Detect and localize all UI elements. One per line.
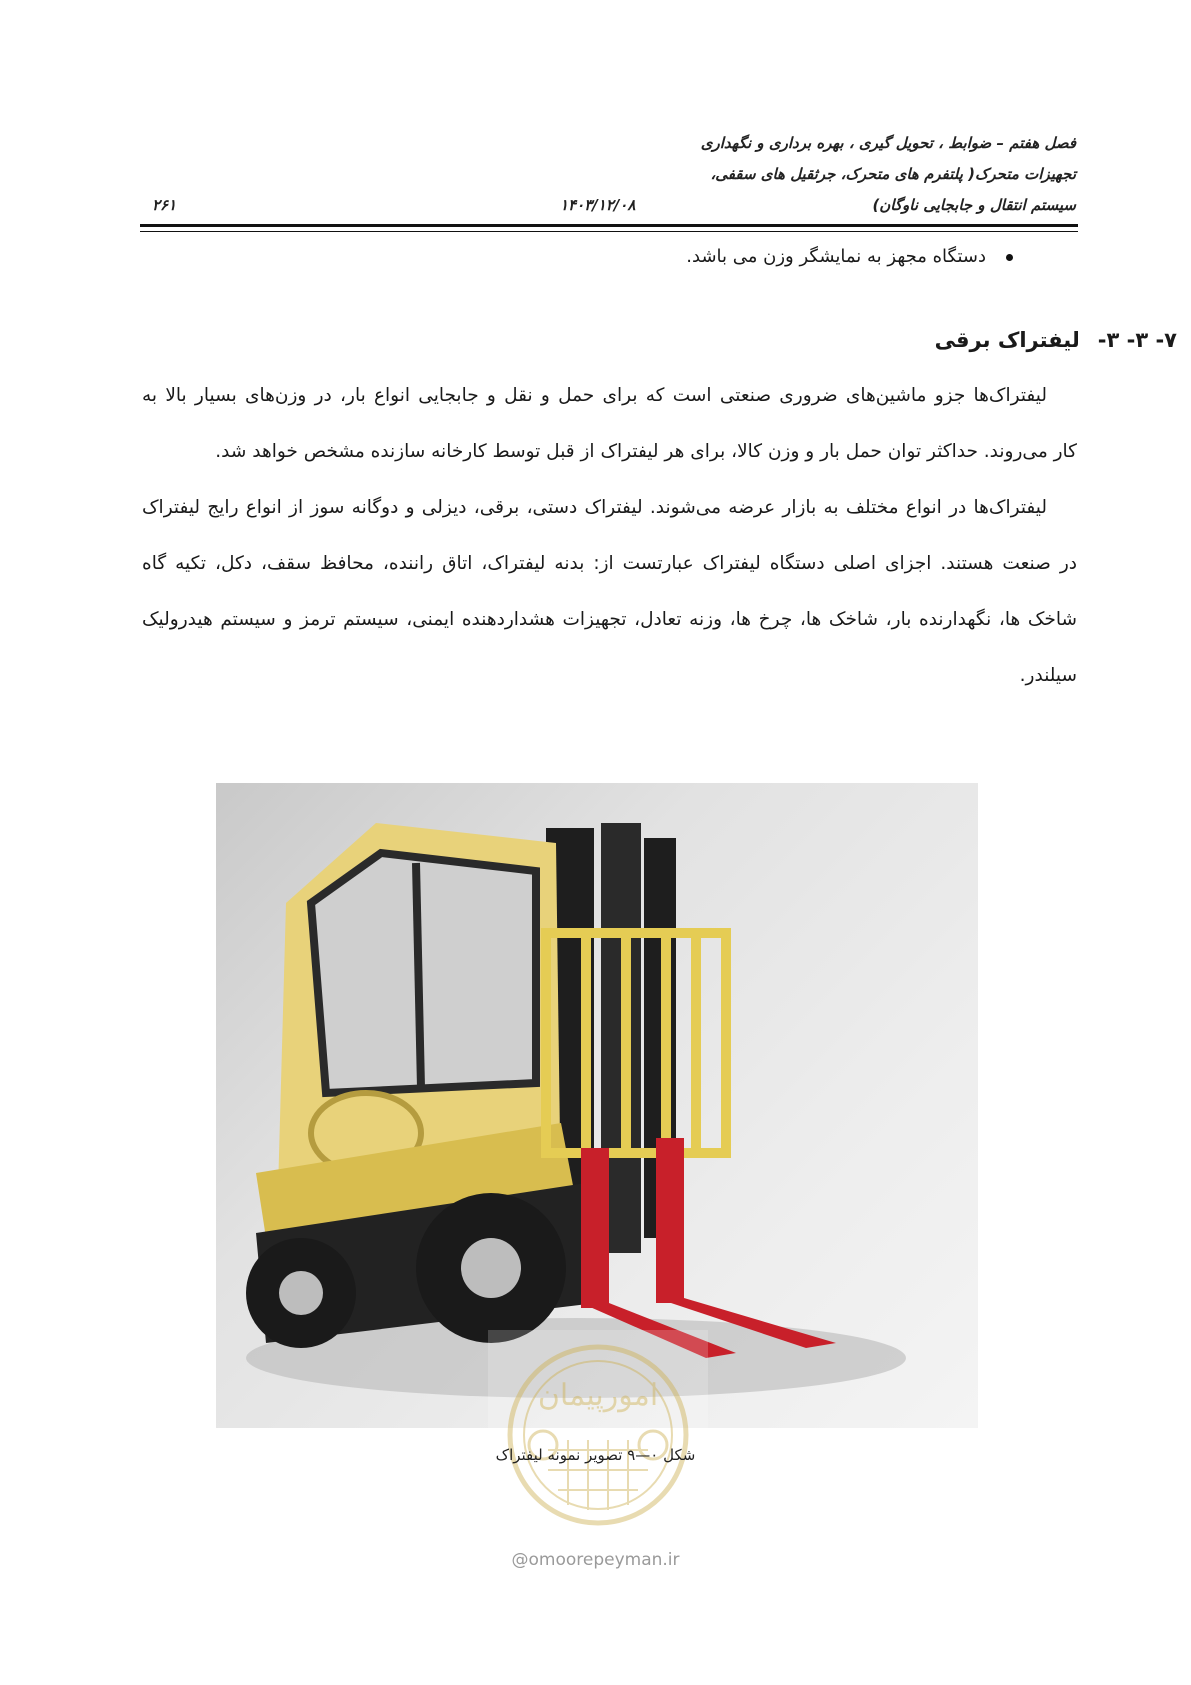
at-icon: @ — [511, 1550, 529, 1570]
section-title: لیفتراک برقی — [934, 328, 1080, 352]
paragraph-types — [142, 480, 1077, 704]
bullet-item — [686, 246, 1013, 267]
paragraph-line: لیفتراک‌ها در انواع مختلف به بازار عرضه می‌شوند. لیفتراک دستی، برقی، دیزلی و دوگانه سوز از انواع رایج لیفتراک — [142, 497, 1047, 518]
paragraph-line: شاخک ها، نگهدارنده بار، شاخک ها، چرخ ها، وزنه تعادل، تجهیزات هشداردهنده ایمنی، سیستم ترمز و سیستم هیدرولیک — [142, 609, 1077, 630]
header-divider-thin — [140, 231, 1078, 232]
bullet-icon — [1006, 254, 1013, 261]
watermark-site — [0, 1550, 1191, 1570]
section-heading — [935, 328, 1177, 352]
bullet-text: دستگاه مجهز به نمایشگر وزن می باشد. — [686, 246, 986, 267]
figure-caption: شکل ۰—۹ تصویر نمونه لیفتراک — [495, 1446, 696, 1464]
paragraph-line: کار می‌روند. حداکثر توان حمل بار و وزن کالا، برای هر لیفتراک از قبل توسط کارخانه سازنده مشخص خواهد شد. — [215, 441, 1077, 462]
header-chapter-title: فصل هفتم – ضوابط ، تحویل گیری ، بهره برداری و نگهداری — [700, 134, 1076, 152]
watermark-seal-icon — [488, 1330, 708, 1540]
paragraph-line: لیفتراک‌ها جزو ماشین‌های ضروری صنعتی است که برای حمل و نقل و جابجایی انواع بار، در وزن‌های بسیار بالا به — [142, 385, 1047, 406]
watermark-site-text: omoorepeyman.ir — [528, 1550, 680, 1570]
header-date: ۱۴۰۳/۱۲/۰۸ — [560, 196, 636, 214]
section-number: ۷- ۳- ۳- — [1097, 328, 1177, 352]
paragraph-line: سیلندر. — [1019, 665, 1077, 686]
paragraph-line: در صنعت هستند. اجزای اصلی دستگاه لیفتراک عبارتست از: بدنه لیفتراک، اتاق راننده، محافظ سقف، دکل، تکیه گاه — [142, 553, 1077, 574]
page-number: ۲۶۱ — [152, 196, 177, 214]
header-divider-thick — [140, 224, 1078, 227]
watermark-logo-text: امورپیمان — [537, 1378, 659, 1413]
header-subtitle-line3: سیستم انتقال و جابجایی ناوگان) — [872, 196, 1076, 214]
paragraph-intro — [142, 368, 1077, 480]
watermark-logo — [488, 1330, 708, 1540]
header-subtitle-line2: تجهیزات متحرک( پلتفرم های متحرک، جرثقیل های سقفی، — [710, 165, 1076, 183]
